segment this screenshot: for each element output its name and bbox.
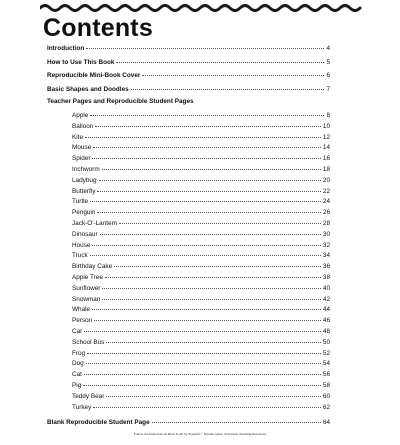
toc-entry-label: Whale: [72, 306, 91, 314]
toc-entry-introduction[interactable]: [47, 44, 330, 52]
dot-leader: [92, 153, 320, 159]
toc-sub-entry[interactable]: [72, 208, 330, 216]
toc-entry-label: Jack-O'-Lantern: [72, 220, 118, 227]
toc-entry-page: 42: [322, 295, 330, 303]
dot-leader: [94, 315, 321, 321]
dot-leader: [90, 110, 324, 116]
toc-sub-entry[interactable]: [72, 154, 330, 162]
toc-entry-label: Car: [72, 328, 83, 335]
toc-entry-label: Dinosaur: [72, 230, 98, 238]
toc-entry-page: 7: [326, 86, 330, 93]
dot-leader: [97, 207, 320, 213]
toc-sub-entry[interactable]: [72, 241, 330, 249]
toc-sub-entry[interactable]: [72, 316, 330, 324]
toc-entry-page: 60: [322, 392, 330, 400]
dot-leader: [100, 229, 321, 235]
toc-entry-page: 18: [322, 166, 330, 173]
dot-leader: [83, 380, 321, 386]
toc-entry-how-to-use[interactable]: [47, 58, 330, 66]
toc-entry-page: 24: [322, 198, 330, 206]
toc-entry-label: Cat: [72, 371, 82, 379]
toc-entry-page: 62: [322, 403, 330, 411]
dot-leader: [87, 348, 321, 354]
toc-entry-label: Reproducible Mini-Book Cover: [47, 72, 141, 79]
dot-leader: [97, 186, 320, 192]
toc-entry-page: 30: [322, 230, 330, 238]
page-title: Contents: [43, 14, 153, 42]
toc-sub-entry[interactable]: [72, 392, 330, 400]
toc-entry-label: Truck: [72, 252, 88, 260]
toc-entry-label: Apple: [72, 112, 89, 119]
toc-sub-entry[interactable]: [72, 219, 330, 227]
dot-leader: [93, 402, 321, 408]
toc-entry-label: Snowman: [72, 295, 101, 303]
toc-entry-label: Dog: [72, 360, 84, 368]
dot-leader: [95, 121, 321, 127]
toc-entry-page: 14: [322, 144, 330, 152]
toc-entry-label: Frog: [72, 349, 86, 357]
dot-leader: [131, 84, 325, 90]
toc-entry-page: 8: [326, 112, 330, 119]
toc-sub-entry[interactable]: [72, 284, 330, 292]
toc-sub-entry[interactable]: [72, 305, 330, 313]
dot-leader: [86, 43, 324, 49]
toc-entry-page: 48: [322, 328, 330, 335]
toc-sub-entry[interactable]: [72, 251, 330, 259]
toc-sub-entry[interactable]: [72, 273, 330, 281]
toc-sub-entry[interactable]: [72, 370, 330, 378]
toc-entry-blank-student-page[interactable]: [47, 418, 330, 426]
toc-entry-label: Teddy Bear: [72, 392, 105, 400]
toc-entry-page: 4: [326, 45, 330, 52]
toc-entry-page: 5: [326, 59, 330, 66]
dot-leader: [84, 326, 321, 332]
toc-entry-page: 64: [322, 419, 330, 426]
dot-leader: [142, 70, 324, 76]
toc-entry-label: Penguin: [72, 209, 96, 217]
toc-sub-entry[interactable]: [72, 381, 330, 389]
toc-entry-page: 26: [322, 209, 330, 217]
dot-leader: [106, 337, 321, 343]
dot-leader: [86, 358, 321, 364]
dot-leader: [92, 304, 321, 310]
toc-entry-label: School Bus: [72, 338, 105, 346]
toc-entry-page: 28: [322, 220, 330, 227]
toc-sub-entry[interactable]: [72, 349, 330, 357]
toc-entry-label: Turkey: [72, 403, 92, 411]
toc-sub-entry[interactable]: [72, 122, 330, 130]
toc-entry-label: Spider: [72, 155, 91, 163]
toc-sub-entry[interactable]: [72, 338, 330, 346]
toc-sub-entry[interactable]: [72, 403, 330, 411]
toc-sub-entry[interactable]: [72, 176, 330, 184]
toc-sub-entry[interactable]: [72, 111, 330, 119]
toc-entry-label: Basic Shapes and Doodles: [47, 86, 129, 93]
toc-entry-page: 44: [322, 306, 330, 314]
toc-entry-label: Apple Tree: [72, 274, 103, 281]
toc-entry-label: Blank Reproducible Student Page: [47, 419, 150, 426]
toc-entry-label: Birthday Cake: [72, 263, 113, 271]
dot-leader: [102, 294, 320, 300]
toc-entry-label: Turtle: [72, 198, 89, 206]
dot-leader: [106, 391, 321, 397]
toc-entry-page: 10: [322, 122, 330, 130]
toc-entry-label: Sunflower: [72, 284, 101, 292]
toc-entry-label: Introduction: [47, 45, 85, 52]
toc-entry-mini-book-cover[interactable]: [47, 71, 330, 79]
toc-entry-label: Balloon: [72, 122, 94, 130]
dot-leader: [84, 369, 321, 375]
dot-leader: [93, 142, 321, 148]
toc-entry-label: Ladybug: [72, 176, 97, 184]
toc-sub-entry[interactable]: [72, 327, 330, 335]
dot-leader: [92, 240, 320, 246]
dot-leader: [114, 261, 321, 267]
toc-entry-label: Mouse: [72, 144, 92, 152]
toc-entry-page: 56: [322, 371, 330, 379]
dot-leader: [105, 272, 321, 278]
dot-leader: [102, 164, 321, 170]
toc-entry-page: 20: [322, 176, 330, 184]
toc-sub-entry[interactable]: [72, 165, 330, 173]
dot-leader: [152, 417, 321, 423]
toc-sub-entry[interactable]: [72, 262, 330, 270]
dot-leader: [102, 283, 320, 289]
toc-entry-page: 46: [322, 317, 330, 325]
page-footer: Follow the Directions & Draw It All by Yourself © Kristin Geller, Scholastic Teaching Resources: [133, 432, 267, 436]
toc-entry-page: 32: [322, 241, 330, 249]
dot-leader: [85, 132, 321, 138]
toc-entry-page: 36: [322, 263, 330, 271]
toc-sub-entry[interactable]: [72, 295, 330, 303]
dot-leader: [90, 196, 321, 202]
toc-entry-label: House: [72, 241, 91, 249]
toc-entry-page: 52: [322, 349, 330, 357]
section-heading-teacher-pages: Teacher Pages and Reproducible Student Pages: [47, 98, 194, 105]
toc-sub-entry[interactable]: [72, 197, 330, 205]
toc-entry-page: 34: [322, 252, 330, 260]
toc-entry-label: How to Use This Book: [47, 59, 115, 66]
toc-sub-entry[interactable]: [72, 230, 330, 238]
toc-entry-page: 54: [322, 360, 330, 368]
toc-entry-page: 22: [322, 187, 330, 195]
toc-entry-page: 38: [322, 274, 330, 281]
toc-entry-basic-shapes[interactable]: [47, 85, 330, 93]
dot-leader: [99, 175, 321, 181]
toc-entry-page: 40: [322, 284, 330, 292]
toc-sub-entry[interactable]: [72, 187, 330, 195]
toc-entry-page: 12: [322, 133, 330, 141]
toc-entry-label: Kite: [72, 133, 84, 141]
toc-entry-page: 6: [326, 72, 330, 79]
toc-sub-entry[interactable]: [72, 143, 330, 151]
toc-entry-page: 50: [322, 338, 330, 346]
toc-entry-label: Inchworm: [72, 166, 100, 173]
dot-leader: [116, 57, 324, 63]
toc-entry-label: Butterfly: [72, 187, 96, 195]
toc-entry-label: Pig: [72, 382, 82, 389]
toc-entry-label: Person: [72, 317, 93, 325]
toc-entry-page: 58: [322, 382, 330, 389]
dot-leader: [119, 218, 321, 224]
dot-leader: [90, 250, 321, 256]
toc-sub-entry[interactable]: [72, 133, 330, 141]
toc-sub-entry[interactable]: [72, 359, 330, 367]
toc-entry-page: 16: [322, 155, 330, 163]
